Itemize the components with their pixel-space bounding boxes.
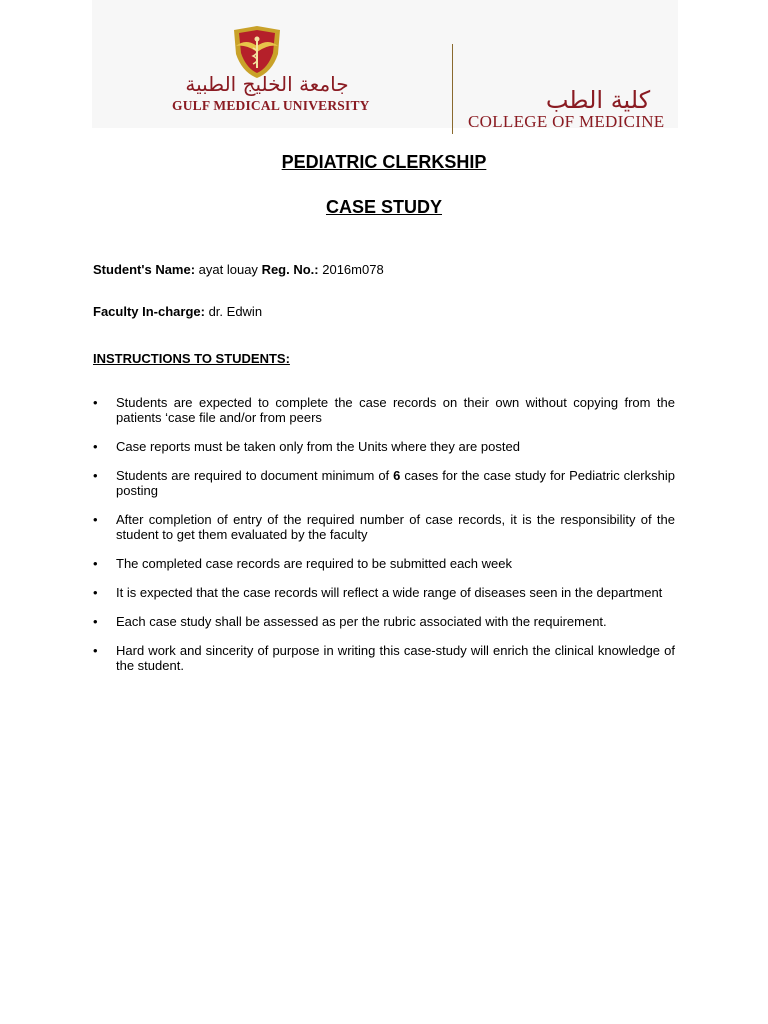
arabic-college-name: كلية الطب [545,86,651,114]
bullet-icon: • [93,439,98,454]
page-subtitle: CASE STUDY [325,197,442,217]
list-item-text-post: cases for the case study for Pediatric clerkship posting [116,468,675,498]
university-name: GULF MEDICAL UNIVERSITY [172,98,370,113]
bullet-icon: • [93,395,98,410]
list-item [93,556,675,571]
list-item-text: It is expected that the case records will reflect a wide range of diseases seen in the department [116,585,663,600]
list-item-text: Students are expected to complete the case records on their own without copying from the patients ‘case file and/or from peers [116,395,675,425]
list-item [93,643,675,673]
college-name: COLLEGE OF MEDICINE [468,112,665,131]
bullet-icon: • [93,614,98,629]
list-item [93,468,675,498]
list-item-text: The completed case records are required to be submitted each week [116,556,512,571]
list-item-text [116,468,675,498]
list-item-text: Case reports must be taken only from the Units where they are posted [116,439,520,454]
list-item-text: After completion of entry of the required number of case records, it is the responsibility of the student to get them evaluated by the faculty [116,512,675,542]
reg-no-value: 2016m078 [318,262,384,277]
letterhead [92,0,678,131]
faculty-value: dr. Edwin [204,304,263,319]
logo-divider [452,44,453,134]
list-item-text-pre: Students are required to document minimum of [116,468,394,483]
gmu-logo [172,20,665,131]
student-name-value: ayat louay [195,262,262,277]
list-item-text: Each case study shall be assessed as per the rubric associated with the requirement. [116,614,607,629]
faculty-info-line [93,304,262,319]
bullet-icon: • [93,643,98,658]
bullet-icon: • [93,512,98,527]
list-item [93,395,675,425]
reg-no-label: Reg. No.: [261,262,319,277]
student-name-label: Student's Name: [93,262,196,277]
list-item [93,614,675,629]
bullet-icon: • [93,556,98,571]
list-item-text: Hard work and sincerity of purpose in writing this case-study will enrich the clinical knowledge of the student. [116,643,675,673]
min-cases-count: 6 [393,468,401,483]
instructions-list [93,395,675,687]
instructions-heading: INSTRUCTIONS TO STUDENTS: [93,351,290,366]
arabic-university-name: جامعة الخليج الطبية [185,72,349,96]
bullet-icon: • [93,585,98,600]
bullet-icon: • [93,468,98,483]
list-item [93,439,675,454]
list-item [93,512,675,542]
student-info-line [93,262,384,277]
page-title: PEDIATRIC CLERKSHIP [281,152,487,172]
list-item [93,585,675,600]
faculty-label: Faculty In-charge: [93,304,205,319]
